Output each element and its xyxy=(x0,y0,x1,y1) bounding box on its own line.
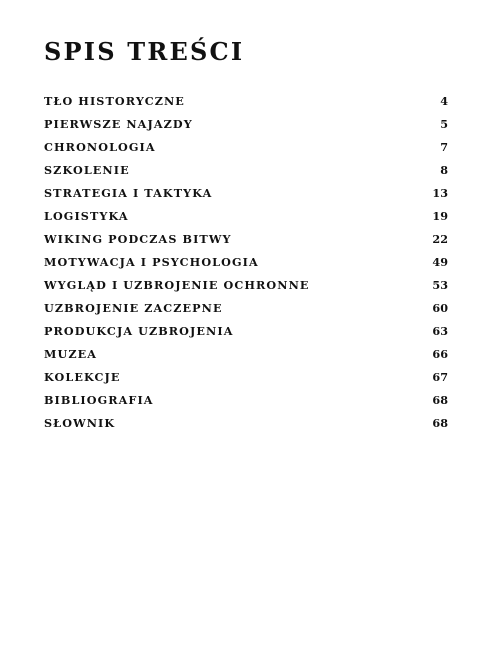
page-title: SPIS TREŚCI xyxy=(44,37,245,66)
toc-entry xyxy=(44,116,448,139)
toc-entry xyxy=(44,93,448,116)
toc-entry-page: 22 xyxy=(432,232,448,246)
toc-entry xyxy=(44,323,448,346)
toc-entry-page: 67 xyxy=(432,370,448,384)
toc-entry xyxy=(44,415,448,438)
toc-entry-page: 53 xyxy=(432,278,448,292)
toc-entry-page: 49 xyxy=(432,255,448,269)
toc-entry xyxy=(44,277,448,300)
toc-entry-title: MUZEA xyxy=(44,347,98,361)
toc-entry-title: MOTYWACJA I PSYCHOLOGIA xyxy=(44,255,259,269)
toc-entry xyxy=(44,139,448,162)
toc-entry xyxy=(44,185,448,208)
toc-entry-page: 4 xyxy=(440,94,448,108)
toc-entry-page: 7 xyxy=(440,140,448,154)
toc-entry-title: UZBROJENIE ZACZEPNE xyxy=(44,301,223,315)
toc-entry xyxy=(44,392,448,415)
toc-entry-title: SZKOLENIE xyxy=(44,163,130,177)
toc-entry-title: BIBLIOGRAFIA xyxy=(44,393,154,407)
table-of-contents xyxy=(44,93,448,438)
toc-entry xyxy=(44,254,448,277)
toc-entry-title: WIKING PODCZAS BITWY xyxy=(44,232,232,246)
toc-entry-page: 60 xyxy=(432,301,448,315)
toc-entry-page: 19 xyxy=(432,209,448,223)
toc-entry xyxy=(44,369,448,392)
toc-entry-title: STRATEGIA I TAKTYKA xyxy=(44,186,213,200)
toc-entry-title: PRODUKCJA UZBROJENIA xyxy=(44,324,234,338)
toc-entry-page: 8 xyxy=(440,163,448,177)
toc-entry-title: SŁOWNIK xyxy=(44,416,116,430)
toc-entry xyxy=(44,208,448,231)
toc-entry-page: 5 xyxy=(440,117,448,131)
toc-entry-page: 63 xyxy=(432,324,448,338)
toc-entry-title: PIERWSZE NAJAZDY xyxy=(44,117,193,131)
toc-entry xyxy=(44,162,448,185)
toc-entry-page: 68 xyxy=(432,393,448,407)
toc-entry-page: 66 xyxy=(432,347,448,361)
toc-entry xyxy=(44,231,448,254)
toc-entry-title: CHRONOLOGIA xyxy=(44,140,156,154)
toc-entry-title: LOGISTYKA xyxy=(44,209,129,223)
toc-entry-page: 13 xyxy=(432,186,448,200)
toc-entry-title: KOLEKCJE xyxy=(44,370,121,384)
toc-entry xyxy=(44,346,448,369)
toc-entry-page: 68 xyxy=(432,416,448,430)
toc-entry xyxy=(44,300,448,323)
toc-entry-title: TŁO HISTORYCZNE xyxy=(44,94,185,108)
toc-entry-title: WYGLĄD I UZBROJENIE OCHRONNE xyxy=(44,278,310,292)
